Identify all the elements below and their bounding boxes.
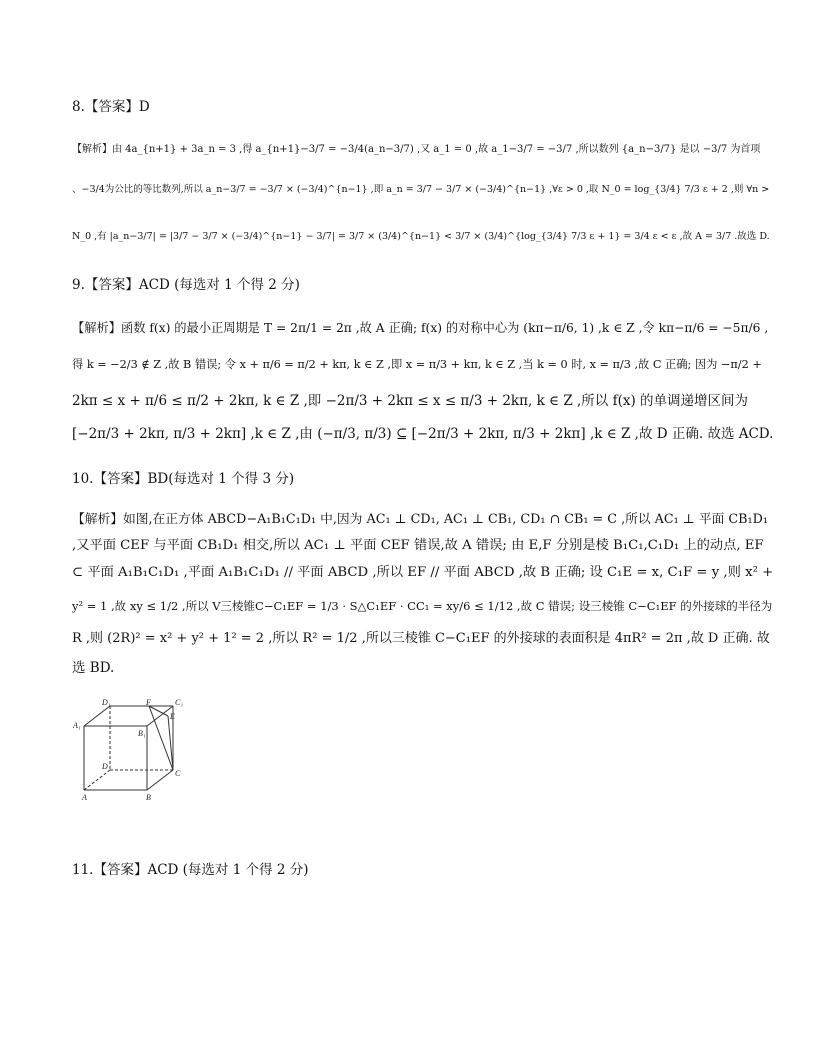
label-F: F bbox=[146, 698, 151, 707]
q8-analysis-line-2: 、−3/4为公比的等比数列,所以 a_n−3/7 = −3/7 × (−3/4)^{n−1} ,即 a_n = 3/7 − 3/7 × (−3/4)^{n−1} ,∀ε > 0 ,取 N_0 = log_{3/4} 7/3 ε + 2 ,则 ∀n > bbox=[72, 184, 770, 195]
label-C: C bbox=[175, 769, 181, 778]
label-D: D bbox=[102, 762, 108, 771]
q10-answer: 10.【答案】BD(每选对 1 个得 3 分) bbox=[72, 471, 295, 487]
label-E: E bbox=[170, 712, 175, 721]
q8-analysis-line-3: N_0 ,有 |a_n−3/7| = |3/7 − 3/7 × (−3/4)^{n−1} − 3/7| = 3/7 × (3/4)^{n−1} < 3/7 × (3/4)^{log_{3/4} 7/3 ε + 1} = 3/4 ε < ε ,故 A = 3/7 .故选 D. bbox=[72, 231, 770, 242]
q10-analysis-line-4: y² = 1 ,故 xy ≤ 1/2 ,所以 V三棱锥C−C₁EF = 1/3 · S△C₁EF · CC₁ = xy/6 ≤ 1/12 ,故 C 错误; 设三棱锥 C−C₁EF 的外接球的半径为 bbox=[72, 599, 773, 613]
label-A1: A₁ bbox=[73, 721, 81, 730]
q10-analysis-line-5: R ,则 (2R)² = x² + y² + 1² = 2 ,所以 R² = 1/2 ,所以三棱锥 C−C₁EF 的外接球的表面积是 4πR² = 2π ,故 D 正确. 故 bbox=[72, 631, 770, 646]
label-A: A bbox=[82, 793, 87, 802]
q10-analysis-line-3: ⊂ 平面 A₁B₁C₁D₁ ,平面 A₁B₁C₁D₁ // 平面 ABCD ,所以 EF // 平面 ABCD ,故 B 正确; 设 C₁E = x, C₁F = y ,则 x² + bbox=[72, 565, 774, 580]
edge-A1D1 bbox=[84, 706, 110, 726]
label-B1: B₁ bbox=[138, 729, 146, 738]
label-C1: C₁ bbox=[175, 698, 184, 707]
q8-answer: 8.【答案】D bbox=[72, 99, 150, 115]
q10-analysis-line-2: ,又平面 CEF 与平面 CB₁D₁ 相交,所以 AC₁ ⊥ 平面 CEF 错误,故 A 错误; 由 E,F 分别是棱 B₁C₁,C₁D₁ 上的动点, EF bbox=[72, 538, 764, 553]
edge-AD-hidden bbox=[84, 770, 110, 790]
q9-analysis-line-3: 2kπ ≤ x + π/6 ≤ π/2 + 2kπ, k ∈ Z ,即 −2π/3 + 2kπ ≤ x ≤ π/3 + 2kπ, k ∈ Z ,所以 f(x) 的单调递增区间为 bbox=[72, 393, 749, 409]
q9-analysis-line-2: 得 k = −2/3 ∉ Z ,故 B 错误; 令 x + π/6 = π/2 + kπ, k ∈ Z ,即 x = π/3 + kπ, k ∈ Z ,当 k = 0 时, x = π/3 ,故 C 正确; 因为 −π/2 + bbox=[72, 358, 762, 371]
label-B: B bbox=[146, 793, 151, 802]
q9-analysis-line-1: 【解析】函数 f(x) 的最小正周期是 T = 2π/1 = 2π ,故 A 正确; f(x) 的对称中心为 (kπ−π/6, 1) ,k ∈ Z ,令 kπ−π/6 = −5π/6 , bbox=[72, 321, 769, 335]
q9-answer: 9.【答案】ACD (每选对 1 个得 2 分) bbox=[72, 277, 300, 293]
q11-answer: 11.【答案】ACD (每选对 1 个得 2 分) bbox=[72, 862, 309, 878]
edge-BC bbox=[147, 770, 173, 790]
q10-analysis-line-1: 【解析】如图,在正方体 ABCD−A₁B₁C₁D₁ 中,因为 AC₁ ⊥ CD₁, AC₁ ⊥ CB₁, CD₁ ∩ CB₁ = C ,所以 AC₁ ⊥ 平面 CB₁D₁ bbox=[72, 512, 768, 527]
cube-figure bbox=[72, 698, 202, 812]
q10-analysis-line-6: 选 BD. bbox=[72, 660, 115, 676]
q9-analysis-line-4: [−2π/3 + 2kπ, π/3 + 2kπ] ,k ∈ Z ,由 (−π/3, π/3) ⊆ [−2π/3 + 2kπ, π/3 + 2kπ] ,k ∈ Z ,故 D 正确. 故选 ACD. bbox=[72, 426, 774, 442]
segment-EC bbox=[168, 716, 173, 770]
cube-diagram bbox=[72, 698, 202, 808]
label-D1: D₁ bbox=[102, 698, 111, 707]
q8-analysis-line-1: 【解析】由 4a_{n+1} + 3a_n = 3 ,得 a_{n+1}−3/7 = −3/4(a_n−3/7) ,又 a_1 = 0 ,故 a_1−3/7 = −3/7 ,所以数列 {a_n−3/7} 是以 −3/7 为首项 bbox=[72, 144, 761, 155]
